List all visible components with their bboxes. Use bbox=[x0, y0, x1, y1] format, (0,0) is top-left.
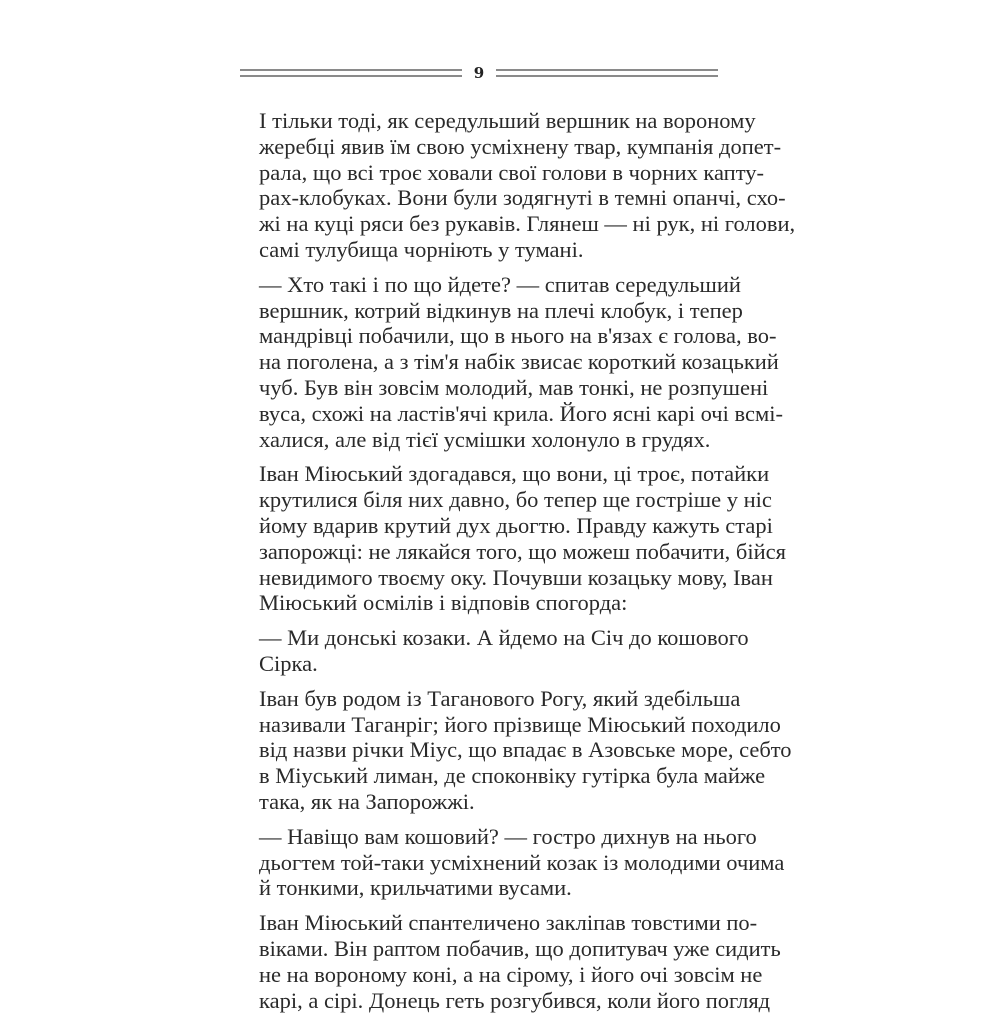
paragraph bbox=[240, 823, 785, 901]
text-line: халися, але від тієї усмішки холонуло в грудях. bbox=[259, 426, 711, 452]
text-line: запорожці: не лякайся того, що можеш побачити, бійся bbox=[259, 538, 786, 564]
text-line: Сірка. bbox=[259, 650, 318, 676]
text-line: жеребці явив їм свою усміхнену твар, кумпанія допет- bbox=[259, 133, 782, 159]
text-line: рала, що всі троє ховали свої голови в чорних капту- bbox=[259, 159, 764, 185]
page-header bbox=[240, 62, 718, 84]
text-line: чуб. Був він зовсім молодий, мав тонкі, не розпушені bbox=[259, 374, 769, 400]
page-number: 9 bbox=[473, 64, 485, 82]
text-line: Іван Міюський спантеличено закліпав товстими по- bbox=[259, 910, 758, 936]
text-line: в Міуський лиман, де споконвіку гутірка була майже bbox=[259, 763, 766, 789]
text-line: — Хто такі і по що йдете? — спитав середульший bbox=[259, 271, 741, 297]
text-line: карі, а сірі. Донець геть розгубився, коли його погляд bbox=[259, 987, 771, 1013]
text-line: Міюський осмілів і відповів спогорда: bbox=[259, 590, 628, 616]
text-line: вуса, схожі на ластів'ячі крила. Його ясні карі очі всмі- bbox=[259, 400, 783, 426]
text-line: крутилися біля них давно, бо тепер ще гостріше у ніс bbox=[259, 487, 772, 513]
text-line: не на вороному коні, а на сірому, і його очі зовсім не bbox=[259, 961, 763, 987]
text-line: називали Таганріг; його прізвище Міюський походило bbox=[259, 711, 781, 737]
body-text bbox=[240, 108, 796, 1022]
header-rule-left bbox=[240, 69, 462, 77]
paragraph bbox=[240, 685, 792, 815]
text-line: від назви річки Міус, що впадає в Азовське море, себто bbox=[259, 737, 792, 763]
paragraph bbox=[240, 625, 749, 677]
paragraph bbox=[240, 271, 783, 453]
text-line: самі тулубища чорніють у тумані. bbox=[259, 236, 584, 262]
text-line: й тонкими, крильчатими вусами. bbox=[259, 875, 572, 901]
text-line: І тільки тоді, як середульший вершник на вороному bbox=[259, 108, 756, 133]
header-rule-right bbox=[496, 69, 718, 77]
text-line: невидимого твоєму оку. Почувши козацьку мову, Іван bbox=[259, 564, 773, 590]
text-line: на поголена, а з тім'я набік звисає короткий козацький bbox=[259, 349, 779, 375]
text-line: жі на куці ряси без рукавів. Глянеш — ні рук, ні голови, bbox=[259, 211, 796, 237]
text-line: рах-клобуках. Вони були зодягнуті в темні опанчі, схо- bbox=[259, 185, 786, 211]
text-line: — Навіщо вам кошовий? — гостро дихнув на нього bbox=[259, 823, 757, 849]
text-line: дьогтем той-таки усміхнений козак із молодими очима bbox=[259, 849, 785, 875]
text-line: — Ми донські козаки. А йдемо на Січ до кошового bbox=[259, 625, 749, 651]
text-line: Іван Міюський здогадався, що вони, ці троє, потайки bbox=[259, 461, 770, 487]
paragraph bbox=[240, 461, 786, 616]
paragraph bbox=[240, 108, 796, 263]
text-line: мандрівці побачили, що в нього на в'язах є голова, во- bbox=[259, 323, 777, 349]
text-line: йому вдарив крутий дух дьогтю. Правду кажуть старі bbox=[259, 512, 773, 538]
text-line: віками. Він раптом побачив, що допитувач уже сидить bbox=[259, 935, 781, 961]
text-line: вершник, котрий відкинув на плечі клобук, і тепер bbox=[259, 297, 743, 323]
text-line: така, як на Запорожжі. bbox=[259, 788, 475, 814]
text-line: Іван був родом із Таганового Рогу, який здебільша bbox=[259, 685, 741, 711]
paragraph bbox=[240, 910, 781, 1013]
